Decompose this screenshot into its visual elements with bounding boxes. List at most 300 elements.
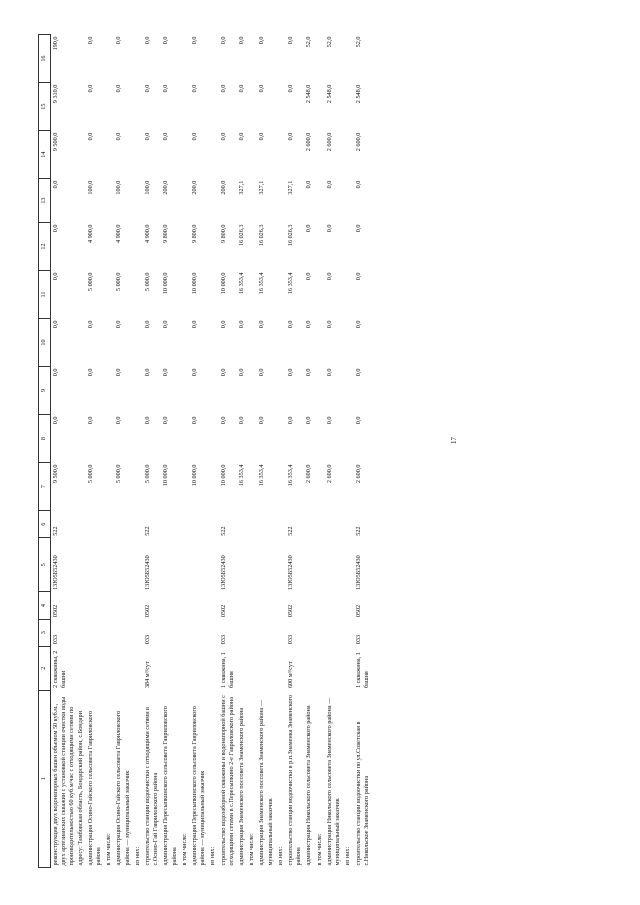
table-cell: 0,0 [305, 320, 313, 329]
table-row [161, 35, 179, 868]
table-cell [133, 619, 143, 646]
column-number-10: 10 [39, 319, 51, 367]
table-cell: 0,0 [354, 272, 362, 281]
table-cell: 327,1 [258, 180, 266, 195]
table-cell: 0,0 [162, 84, 170, 93]
row-label: строительство станции водоочистки с отходящими сетями в с.Осино-Гай Гавриловского района [144, 707, 160, 866]
table-cell [133, 179, 143, 223]
table-cell: 2 600,0 [354, 132, 362, 152]
table-cell [343, 619, 353, 646]
column-number-13: 13 [39, 179, 51, 223]
table-cell [343, 646, 353, 690]
table-cell: 100,0 [86, 180, 94, 195]
table-cell [208, 271, 218, 319]
table-cell: 0,0 [305, 272, 313, 281]
table-cell: 0,0 [52, 224, 59, 233]
table-cell [180, 271, 190, 319]
table-cell: 2 скважины, 2 башни [52, 650, 68, 689]
table-cell: 0,0 [115, 132, 123, 141]
table-cell [190, 646, 208, 690]
table-cell [190, 511, 208, 538]
table-cell: 0,0 [115, 368, 123, 377]
table-cell: 0,0 [258, 320, 266, 329]
table-cell [315, 222, 325, 270]
table-row [315, 35, 325, 868]
table-cell [208, 319, 218, 367]
table-cell [161, 646, 179, 690]
row-label: администрация Пересыпкинского сельсовета Гавриловского района [162, 706, 178, 866]
table-cell [247, 463, 257, 511]
table-cell [208, 619, 218, 646]
table-cell [325, 592, 343, 619]
table-cell: 384 м³/сут [144, 661, 152, 689]
table-cell: 327,1 [287, 180, 295, 195]
table-cell: 2 600,0 [325, 132, 333, 152]
row-label: строительство водозаборной скважины и водонапорной башни с отходящими сетями в с.Пересыпкино 2-е Гавриловского района [219, 695, 235, 866]
table-cell: 0,0 [219, 36, 227, 45]
table-cell [237, 538, 247, 592]
row-label: в том числе: [180, 833, 188, 866]
table-cell: 0,0 [238, 84, 246, 93]
table-cell [104, 415, 114, 463]
table-cell [315, 538, 325, 592]
table-cell [104, 463, 114, 511]
table-cell [86, 538, 104, 592]
table-cell [343, 35, 353, 83]
table-cell: 13Ю5Б52430 [219, 555, 227, 590]
table-cell [208, 222, 218, 270]
row-label: администрация Никольского сельсовета Знаменского района [305, 705, 313, 866]
table-cell [161, 619, 179, 646]
table-cell: 2 600,0 [305, 132, 313, 152]
table-cell [133, 222, 143, 270]
table-cell: 033 [144, 634, 152, 645]
table-cell [133, 646, 143, 690]
table-cell: 0,0 [354, 368, 362, 377]
table-cell [208, 83, 218, 131]
table-cell [315, 592, 325, 619]
table-cell: 1 скважина, 1 башня [219, 652, 235, 689]
table-cell [180, 319, 190, 367]
table-cell [180, 222, 190, 270]
table-cell [208, 415, 218, 463]
table-cell: 52,0 [305, 36, 313, 48]
table-row [133, 35, 143, 868]
table-cell [304, 511, 314, 538]
table-cell: 033 [287, 634, 295, 645]
table-cell: 0,0 [191, 320, 199, 329]
table-cell [343, 179, 353, 223]
table-cell: 0,0 [325, 180, 333, 189]
table-cell: 5 000,0 [86, 464, 94, 484]
table-cell: 0,0 [354, 224, 362, 233]
column-number-4: 4 [39, 592, 51, 619]
table-row [51, 35, 86, 868]
row-label: из них: [276, 846, 284, 866]
table-cell [114, 538, 132, 592]
table-cell: 0,0 [191, 84, 199, 93]
table-cell [343, 222, 353, 270]
table-cell [315, 319, 325, 367]
table-cell: 0,0 [191, 132, 199, 141]
table-cell: 033 [354, 634, 362, 645]
table-cell [304, 619, 314, 646]
table-cell [208, 131, 218, 179]
table-cell: 0,0 [287, 36, 295, 45]
table-cell: 0,0 [86, 416, 94, 425]
table-row [180, 35, 190, 868]
table-cell: 1 скважина, 1 башня [354, 652, 370, 689]
table-cell [247, 131, 257, 179]
table-cell [343, 271, 353, 319]
table-cell: 0,0 [86, 132, 94, 141]
table-cell: 9 800,0 [162, 224, 170, 244]
table-cell: 9 310,0 [52, 84, 59, 104]
table-cell [161, 538, 179, 592]
table-cell: 522 [52, 526, 59, 536]
table-cell: 16 353,4 [258, 464, 266, 487]
table-row [354, 35, 372, 868]
table-cell [276, 511, 286, 538]
row-label: администрация Знаменского поссовета Знаменского района — муниципальный заказчик [258, 700, 274, 866]
table-cell: 0,0 [144, 368, 152, 377]
table-cell: 16 353,4 [287, 464, 295, 487]
table-cell [276, 538, 286, 592]
table-cell [180, 367, 190, 415]
table-cell [315, 271, 325, 319]
table-cell: 2 600,0 [354, 464, 362, 484]
header-row [39, 35, 51, 868]
table-row [86, 35, 104, 868]
column-number-3: 3 [39, 619, 51, 646]
table-cell: 0,0 [162, 416, 170, 425]
table-cell [257, 646, 275, 690]
row-label: администрация Знаменского поссовета Знаменского района [238, 707, 246, 866]
table-cell [325, 511, 343, 538]
table-cell: 0,0 [258, 368, 266, 377]
table-cell: 0,0 [287, 416, 295, 425]
table-cell: 0,0 [86, 368, 94, 377]
column-number-8: 8 [39, 415, 51, 463]
table-cell: 0,0 [144, 416, 152, 425]
table-cell [276, 83, 286, 131]
table-cell: 10 000,0 [191, 272, 199, 295]
table-cell [86, 511, 104, 538]
table-cell: 16 353,4 [287, 272, 295, 295]
table-row [190, 35, 208, 868]
table-cell [86, 619, 104, 646]
table-cell [133, 131, 143, 179]
table-cell: 0,0 [287, 320, 295, 329]
table-cell [104, 319, 114, 367]
table-cell: 16 353,4 [238, 272, 246, 295]
column-number-6: 6 [39, 511, 51, 538]
table-cell: 0502 [52, 604, 59, 618]
table-cell: 0,0 [258, 36, 266, 45]
table-cell [104, 83, 114, 131]
column-number-14: 14 [39, 131, 51, 179]
table-cell: 0,0 [238, 416, 246, 425]
table-cell: 5 000,0 [115, 272, 123, 292]
table-cell: 0,0 [325, 272, 333, 281]
table-cell [104, 131, 114, 179]
table-cell [237, 619, 247, 646]
row-label: администрация Осино-Гайского сельсовета Гавриловского района — муниципальный заказчик [115, 710, 131, 866]
table-row [219, 35, 237, 868]
table-cell: 0,0 [238, 132, 246, 141]
table-cell [276, 179, 286, 223]
table-cell [315, 463, 325, 511]
table-cell: 5 000,0 [115, 464, 123, 484]
table-row [276, 35, 286, 868]
table-cell [237, 592, 247, 619]
table-cell [247, 271, 257, 319]
table-cell [276, 222, 286, 270]
table-cell: 0,0 [258, 416, 266, 425]
table-cell: 0,0 [52, 320, 59, 329]
table-cell: 0,0 [162, 320, 170, 329]
row-label: реконструкция двух водонапорных башен объемом 50 куб.м., двух артезианских скважин с установкой станции очистки воды производительностью 60 куб.м/час с отходящими сетями по адресу: Тамбовская область, Бондарский район, с.Бондари [52, 696, 84, 866]
table-cell: 5 000,0 [144, 272, 152, 292]
table-cell: 0,0 [287, 84, 295, 93]
table-cell: 0502 [354, 604, 362, 618]
table-cell [133, 83, 143, 131]
table-cell: 0,0 [219, 132, 227, 141]
table-cell: 2 600,0 [325, 464, 333, 484]
row-label: из них: [344, 846, 352, 866]
budget-table [38, 34, 372, 868]
table-cell [247, 646, 257, 690]
table-cell: 0,0 [86, 36, 94, 45]
table-cell [180, 538, 190, 592]
table-cell [247, 511, 257, 538]
table-cell [325, 646, 343, 690]
column-number-5: 5 [39, 538, 51, 592]
table-cell: 0,0 [325, 320, 333, 329]
table-cell: 10 000,0 [219, 464, 227, 487]
table-cell: 0,0 [52, 416, 59, 425]
table-cell [133, 35, 143, 83]
table-cell [180, 511, 190, 538]
table-cell [257, 592, 275, 619]
table-cell [133, 415, 143, 463]
table-cell [315, 131, 325, 179]
table-cell [343, 511, 353, 538]
table-cell: 52,0 [325, 36, 333, 48]
table-row [247, 35, 257, 868]
table-cell [315, 83, 325, 131]
table-cell: 13Ю5Б52430 [354, 555, 362, 590]
row-label: в том числе: [315, 833, 323, 866]
table-cell: 0502 [144, 604, 152, 618]
table-cell: 0,0 [238, 36, 246, 45]
table-row [114, 35, 132, 868]
table-cell [247, 35, 257, 83]
table-cell [247, 367, 257, 415]
table-cell: 0,0 [219, 320, 227, 329]
table-cell: 600 м³/сут [287, 661, 295, 689]
table-cell [114, 646, 132, 690]
table-cell [315, 415, 325, 463]
table-cell [343, 415, 353, 463]
table-cell [180, 619, 190, 646]
table-cell: 200,0 [219, 180, 227, 195]
table-cell [325, 538, 343, 592]
table-cell: 16 353,4 [258, 272, 266, 295]
table-cell: 2 548,0 [354, 84, 362, 104]
table-cell [315, 511, 325, 538]
table-cell: 13Ю5Б52430 [144, 555, 152, 590]
table-cell: 0,0 [144, 36, 152, 45]
table-cell [114, 592, 132, 619]
table-cell [104, 619, 114, 646]
table-row [343, 35, 353, 868]
table-cell [315, 619, 325, 646]
table-cell: 0,0 [144, 84, 152, 93]
table-cell [257, 538, 275, 592]
table-cell: 0,0 [191, 368, 199, 377]
table-row [325, 35, 343, 868]
table-cell [208, 179, 218, 223]
column-number-12: 12 [39, 222, 51, 270]
row-label: администрация Никольского сельсовета Знаменского района — муниципальный заказчик [325, 697, 342, 866]
table-cell [237, 511, 247, 538]
table-cell: 0,0 [305, 416, 313, 425]
table-cell [343, 592, 353, 619]
table-cell: 0,0 [238, 320, 246, 329]
table-cell [247, 179, 257, 223]
table-cell [104, 592, 114, 619]
table-cell: 0,0 [52, 272, 59, 281]
table-cell [343, 538, 353, 592]
page-number: 17 [450, 437, 458, 444]
table-cell [257, 619, 275, 646]
table-cell: 0,0 [162, 368, 170, 377]
table-cell [304, 646, 314, 690]
table-cell [133, 463, 143, 511]
table-cell [180, 463, 190, 511]
table-cell [276, 619, 286, 646]
table-cell [304, 538, 314, 592]
table-row [208, 35, 218, 868]
table-cell: 0,0 [52, 180, 59, 189]
table-cell: 16 026,3 [287, 224, 295, 247]
table-cell [180, 83, 190, 131]
table-cell: 16 353,4 [238, 464, 246, 487]
table-row [104, 35, 114, 868]
table-cell: 9 800,0 [191, 224, 199, 244]
table-cell: 0,0 [144, 132, 152, 141]
table-cell: 0,0 [305, 368, 313, 377]
rotated-table-sheet [38, 34, 574, 868]
table-cell: 0,0 [115, 416, 123, 425]
table-cell [104, 646, 114, 690]
row-label: в том числе: [105, 833, 113, 866]
table-row [237, 35, 247, 868]
table-cell: 0,0 [287, 132, 295, 141]
table-cell: 10 000,0 [191, 464, 199, 487]
column-number-1: 1 [39, 690, 51, 867]
table-cell: 16 026,3 [238, 224, 246, 247]
table-cell: 522 [219, 526, 227, 536]
table-cell: 0,0 [115, 36, 123, 45]
table-cell [247, 222, 257, 270]
table-cell [343, 83, 353, 131]
table-cell: 200,0 [162, 180, 170, 195]
table-cell [161, 592, 179, 619]
table-cell: 10 000,0 [162, 464, 170, 487]
table-cell [315, 367, 325, 415]
table-cell: 327,1 [238, 180, 246, 195]
table-cell: 4 900,0 [86, 224, 94, 244]
row-label: администрация Осино-Гайского сельсовета Гавриловского района [86, 710, 103, 866]
table-cell [133, 319, 143, 367]
table-cell [104, 538, 114, 592]
table-cell [104, 511, 114, 538]
table-cell: 2 548,0 [325, 84, 333, 104]
table-cell: 4 900,0 [144, 224, 152, 244]
table-cell: 9 800,0 [219, 224, 227, 244]
table-cell [208, 511, 218, 538]
table-cell [190, 592, 208, 619]
table-cell [343, 463, 353, 511]
table-cell: 200,0 [191, 180, 199, 195]
table-row [286, 35, 304, 868]
table-cell: 0,0 [144, 320, 152, 329]
table-cell [104, 179, 114, 223]
table-cell [343, 367, 353, 415]
table-cell: 4 900,0 [115, 224, 123, 244]
table-cell [114, 511, 132, 538]
table-cell [133, 271, 143, 319]
table-cell [276, 646, 286, 690]
table-cell: 100,0 [115, 180, 123, 195]
table-cell: 033 [219, 634, 227, 645]
table-cell: 0,0 [305, 180, 313, 189]
table-cell: 0,0 [325, 224, 333, 233]
row-label: из них: [133, 846, 141, 866]
table-cell [133, 367, 143, 415]
table-cell [247, 415, 257, 463]
table-cell: 0,0 [258, 84, 266, 93]
table-cell: 9 500,0 [52, 132, 59, 152]
table-cell: 5 000,0 [144, 464, 152, 484]
table-cell [104, 35, 114, 83]
table-cell: 0,0 [258, 132, 266, 141]
table-cell: 100,0 [144, 180, 152, 195]
table-cell: 13Ю5Б52430 [52, 555, 59, 590]
table-cell: 0,0 [287, 368, 295, 377]
table-cell [343, 131, 353, 179]
table-cell: 0,0 [219, 368, 227, 377]
table-cell: 0,0 [115, 84, 123, 93]
table-cell: 2 600,0 [305, 464, 313, 484]
table-cell [208, 538, 218, 592]
table-cell: 0,0 [52, 368, 59, 377]
table-cell: 0,0 [191, 36, 199, 45]
column-number-2: 2 [39, 646, 51, 690]
table-cell [276, 463, 286, 511]
table-cell [180, 415, 190, 463]
table-cell [247, 319, 257, 367]
table-cell: 0,0 [305, 224, 313, 233]
table-cell [208, 592, 218, 619]
table-cell: 10 000,0 [219, 272, 227, 295]
table-cell [133, 592, 143, 619]
table-cell: 033 [52, 634, 59, 645]
table-cell [208, 367, 218, 415]
column-number-15: 15 [39, 83, 51, 131]
